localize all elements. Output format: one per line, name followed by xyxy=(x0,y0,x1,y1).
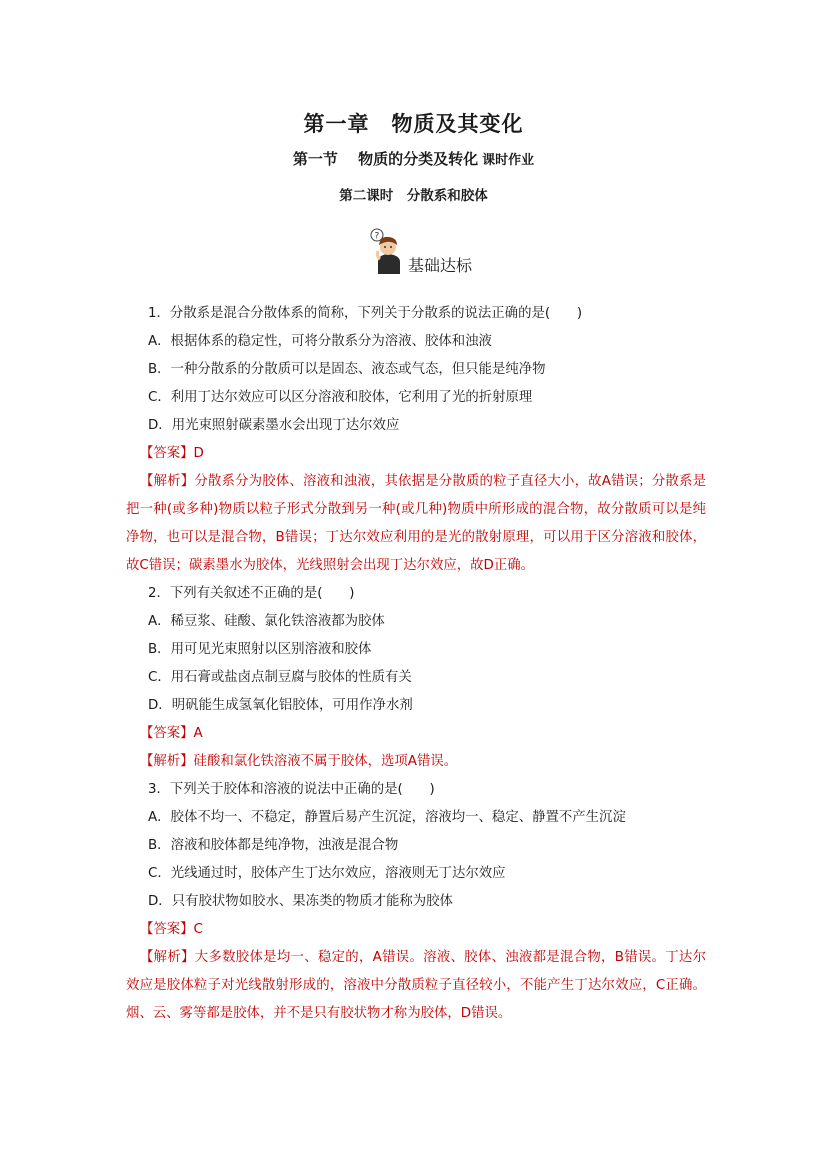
lesson-title: 第二课时 分散系和胶体 xyxy=(339,188,488,204)
question-list xyxy=(126,300,706,1028)
svg-text:?: ? xyxy=(374,231,380,242)
section-name: 第一节 物质的分类及转化 xyxy=(292,150,479,168)
option-d: D．只有胶状物如胶水、果冻类的物质才能称为胶体 xyxy=(148,894,453,909)
question-block xyxy=(126,580,706,776)
question-stem: 2．下列有关叙述不正确的是( ) xyxy=(148,586,355,601)
badge-label: 基础达标 xyxy=(408,256,473,275)
option-b: B．一种分散系的分散质可以是固态、液态或气态，但只能是纯净物 xyxy=(148,362,546,377)
question-block xyxy=(126,776,706,1028)
analysis: 【解析】硅酸和氯化铁溶液不属于胶体，选项A错误。 xyxy=(140,754,458,769)
option-b: B．用可见光束照射以区别溶液和胶体 xyxy=(148,642,372,657)
section-title xyxy=(0,148,827,169)
section-tag: 课时作业 xyxy=(482,153,535,168)
answer: 【答案】D xyxy=(140,446,204,461)
question-block xyxy=(126,300,706,580)
option-b: B．溶液和胶体都是纯净物，浊液是混合物 xyxy=(148,838,399,853)
question-stem: 1．分散系是混合分散体系的简称，下列关于分散系的说法正确的是( ) xyxy=(148,306,583,321)
chapter-title: 第一章 物质及其变化 xyxy=(303,111,524,136)
option-a: A．稀豆浆、硅酸、氯化铁溶液都为胶体 xyxy=(148,614,385,629)
analysis: 【解析】分散系分为胶体、溶液和浊液，其依据是分散质的粒子直径大小，故A错误；分散系是把一种(或多种)物质以粒子形式分散到另一种(或几种)物质中所形成的混合物，故分散质可以是纯净物，也可以是混合物，B错误；丁达尔效应利用的是光的散射原理，可以用于区分溶液和胶体，故C错误；碳素墨水为胶体，光线照射会出现丁达尔效应，故D正确。 xyxy=(126,474,706,573)
basic-level-badge xyxy=(368,226,508,276)
option-c: C．用石膏或盐卤点制豆腐与胶体的性质有关 xyxy=(148,670,412,685)
analysis: 【解析】大多数胶体是均一、稳定的，A错误。溶液、胶体、浊液都是混合物，B错误。丁达尔效应是胶体粒子对光线散射形成的，溶液中分散质粒子直径较小，不能产生丁达尔效应，C正确。烟、云、雾等都是胶体，并不是只有胶状物才称为胶体，D错误。 xyxy=(126,950,706,1021)
option-a: A．根据体系的稳定性，可将分散系分为溶液、胶体和浊液 xyxy=(148,334,492,349)
option-d: D．明矾能生成氢氧化铝胶体，可用作净水剂 xyxy=(148,698,413,713)
option-d: D．用光束照射碳素墨水会出现丁达尔效应 xyxy=(148,418,400,433)
answer: 【答案】C xyxy=(140,922,203,937)
option-c: C．利用丁达尔效应可以区分溶液和胶体，它利用了光的折射原理 xyxy=(148,390,533,405)
option-a: A．胶体不均一、不稳定，静置后易产生沉淀，溶液均一、稳定、静置不产生沉淀 xyxy=(148,810,626,825)
option-c: C．光线通过时，胶体产生丁达尔效应，溶液则无丁达尔效应 xyxy=(148,866,506,881)
answer: 【答案】A xyxy=(140,726,203,741)
student-thinking-icon xyxy=(368,226,410,276)
question-stem: 3．下列关于胶体和溶液的说法中正确的是( ) xyxy=(148,782,435,797)
